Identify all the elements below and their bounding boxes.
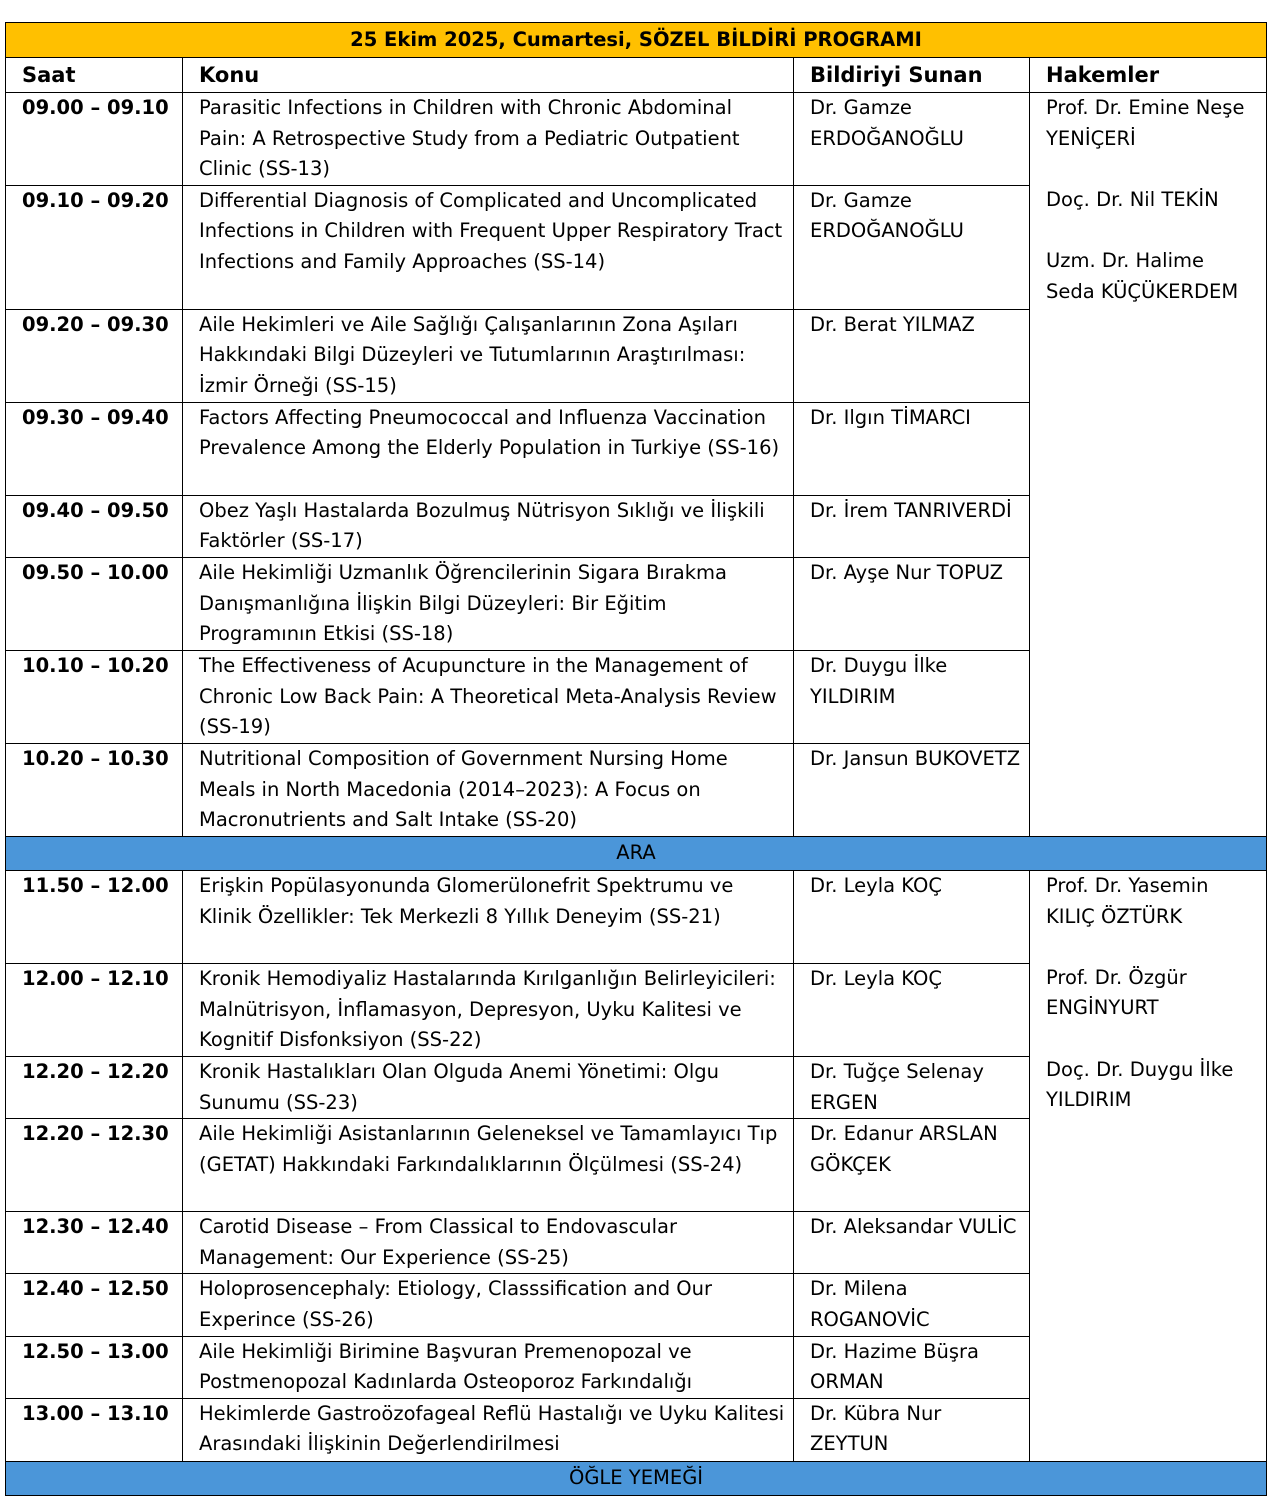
break-row [6, 836, 1267, 870]
row-time: 12.00 – 12.10 [6, 963, 183, 1056]
row-presenter: Dr. Tuğçe Selenay ERGEN [794, 1056, 1030, 1118]
row-topic: Parasitic Infections in Children with Chronic Abdominal Pain: A Retrospective Study from a Pediatric Outpatient Clinic (SS-13) [183, 93, 794, 186]
row-presenter: Dr. Milena ROGANOVİC [794, 1274, 1030, 1336]
row-time: 10.10 – 10.20 [6, 650, 183, 743]
row-topic: Holoprosencephaly: Etiology, Classsification and Our Experince (SS-26) [183, 1274, 794, 1336]
row-time: 11.50 – 12.00 [6, 870, 183, 963]
row-time: 10.20 – 10.30 [6, 743, 183, 836]
row-time: 09.20 – 09.30 [6, 309, 183, 402]
row-presenter: Dr. Jansun BUKOVETZ [794, 743, 1030, 836]
header-topic: Konu [183, 58, 794, 93]
row-topic: Differential Diagnosis of Complicated and Uncomplicated Infections in Children with Frequent Upper Respiratory Tract Infections and Family Approaches (SS-14) [183, 185, 794, 309]
row-time: 09.50 – 10.00 [6, 557, 183, 650]
row-time: 12.40 – 12.50 [6, 1274, 183, 1336]
row-topic: Obez Yaşlı Hastalarda Bozulmuş Nütrisyon Sıklığı ve İlişkili Faktörler (SS-17) [183, 495, 794, 557]
row-time: 09.40 – 09.50 [6, 495, 183, 557]
row-presenter: Dr. Gamze ERDOĞANOĞLU [794, 93, 1030, 186]
row-topic: Aile Hekimliği Birimine Başvuran Premenopozal ve Postmenopozal Kadınlarda Osteoporoz Farkındalığı [183, 1336, 794, 1398]
break-label: ARA [6, 836, 1267, 870]
referee-name: Doç. Dr. Nil TEKİN [1046, 187, 1219, 211]
title-row [6, 23, 1267, 58]
lunch-label: ÖĞLE YEMEĞİ [6, 1461, 1267, 1495]
row-topic: Erişkin Popülasyonunda Glomerülonefrit Spektrumu ve Klinik Özellikler: Tek Merkezli 8 Yıllık Deneyim (SS-21) [183, 870, 794, 963]
row-presenter: Dr. Kübra Nur ZEYTUN [794, 1398, 1030, 1461]
row-presenter: Dr. Hazime Büşra ORMAN [794, 1336, 1030, 1398]
row-topic: Aile Hekimleri ve Aile Sağlığı Çalışanlarının Zona Aşıları Hakkındaki Bilgi Düzeyleri ve Tutumlarının Araştırılması: İzmir Örneği (SS-15) [183, 309, 794, 402]
row-time: 12.50 – 13.00 [6, 1336, 183, 1398]
header-time: Saat [6, 58, 183, 93]
referee-gap [1046, 215, 1258, 246]
row-presenter: Dr. Gamze ERDOĞANOĞLU [794, 185, 1030, 309]
program-title: 25 Ekim 2025, Cumartesi, SÖZEL BİLDİRİ PROGRAMI [6, 23, 1267, 58]
row-time: 13.00 – 13.10 [6, 1398, 183, 1461]
row-time: 09.10 – 09.20 [6, 185, 183, 309]
header-row [6, 58, 1267, 93]
row-presenter: Dr. Duygu İlke YILDIRIM [794, 650, 1030, 743]
table-row [6, 93, 1267, 186]
referee-name: Prof. Dr. Emine Neşe YENİÇERİ [1046, 96, 1245, 150]
row-time: 12.20 – 12.30 [6, 1119, 183, 1212]
session1-referees [1030, 93, 1267, 837]
referee-gap [1046, 932, 1258, 963]
referee-name: Uzm. Dr. Halime Seda KÜÇÜKERDEM [1046, 248, 1239, 303]
row-presenter: Dr. Berat YILMAZ [794, 309, 1030, 402]
row-presenter: Dr. Ayşe Nur TOPUZ [794, 557, 1030, 650]
referee-name: Prof. Dr. Özgür ENGİNYURT [1046, 965, 1187, 1020]
referee-gap [1046, 154, 1258, 185]
table-row [6, 870, 1267, 963]
session2-referees [1030, 870, 1267, 1461]
row-topic: Aile Hekimliği Asistanlarının Geleneksel ve Tamamlayıcı Tıp (GETAT) Hakkındaki Farkındalıklarının Ölçülmesi (SS-24) [183, 1119, 794, 1212]
program-table [5, 22, 1267, 1496]
row-topic: The Effectiveness of Acupuncture in the Management of Chronic Low Back Pain: A Theoretical Meta-Analysis Review (SS-19) [183, 650, 794, 743]
row-presenter: Dr. Ilgın TİMARCI [794, 402, 1030, 495]
row-time: 09.30 – 09.40 [6, 402, 183, 495]
header-presenter: Bildiriyi Sunan [794, 58, 1030, 93]
row-presenter: Dr. Aleksandar VULİC [794, 1212, 1030, 1274]
referee-name: Doç. Dr. Duygu İlke YILDIRIM [1046, 1057, 1234, 1112]
row-time: 09.00 – 09.10 [6, 93, 183, 186]
header-referees: Hakemler [1030, 58, 1267, 93]
referee-gap [1046, 1024, 1258, 1055]
lunch-row [6, 1461, 1267, 1495]
row-topic: Nutritional Composition of Government Nursing Home Meals in North Macedonia (2014–2023): A Focus on Macronutrients and Salt Intake (SS-20) [183, 743, 794, 836]
referee-name: Prof. Dr. Yasemin KILIÇ ÖZTÜRK [1046, 873, 1209, 928]
row-topic: Hekimlerde Gastroözofageal Reflü Hastalığı ve Uyku Kalitesi Arasındaki İlişkinin Değerlendirilmesi [183, 1398, 794, 1461]
row-topic: Carotid Disease – From Classical to Endovascular Management: Our Experience (SS-25) [183, 1212, 794, 1274]
row-presenter: Dr. İrem TANRIVERDİ [794, 495, 1030, 557]
row-topic: Kronik Hastalıkları Olan Olguda Anemi Yönetimi: Olgu Sunumu (SS-23) [183, 1056, 794, 1118]
row-time: 12.30 – 12.40 [6, 1212, 183, 1274]
row-topic: Aile Hekimliği Uzmanlık Öğrencilerinin Sigara Bırakma Danışmanlığına İlişkin Bilgi Düzeyleri: Bir Eğitim Programının Etkisi (SS-18) [183, 557, 794, 650]
row-presenter: Dr. Leyla KOÇ [794, 870, 1030, 963]
row-time: 12.20 – 12.20 [6, 1056, 183, 1118]
row-presenter: Dr. Leyla KOÇ [794, 963, 1030, 1056]
row-topic: Kronik Hemodiyaliz Hastalarında Kırılganlığın Belirleyicileri: Malnütrisyon, İnflamasyon, Depresyon, Uyku Kalitesi ve Kognitif Disfonksiyon (SS-22) [183, 963, 794, 1056]
row-presenter: Dr. Edanur ARSLAN GÖKÇEK [794, 1119, 1030, 1212]
row-topic: Factors Affecting Pneumococcal and Influenza Vaccination Prevalence Among the Elderly Population in Turkiye (SS-16) [183, 402, 794, 495]
